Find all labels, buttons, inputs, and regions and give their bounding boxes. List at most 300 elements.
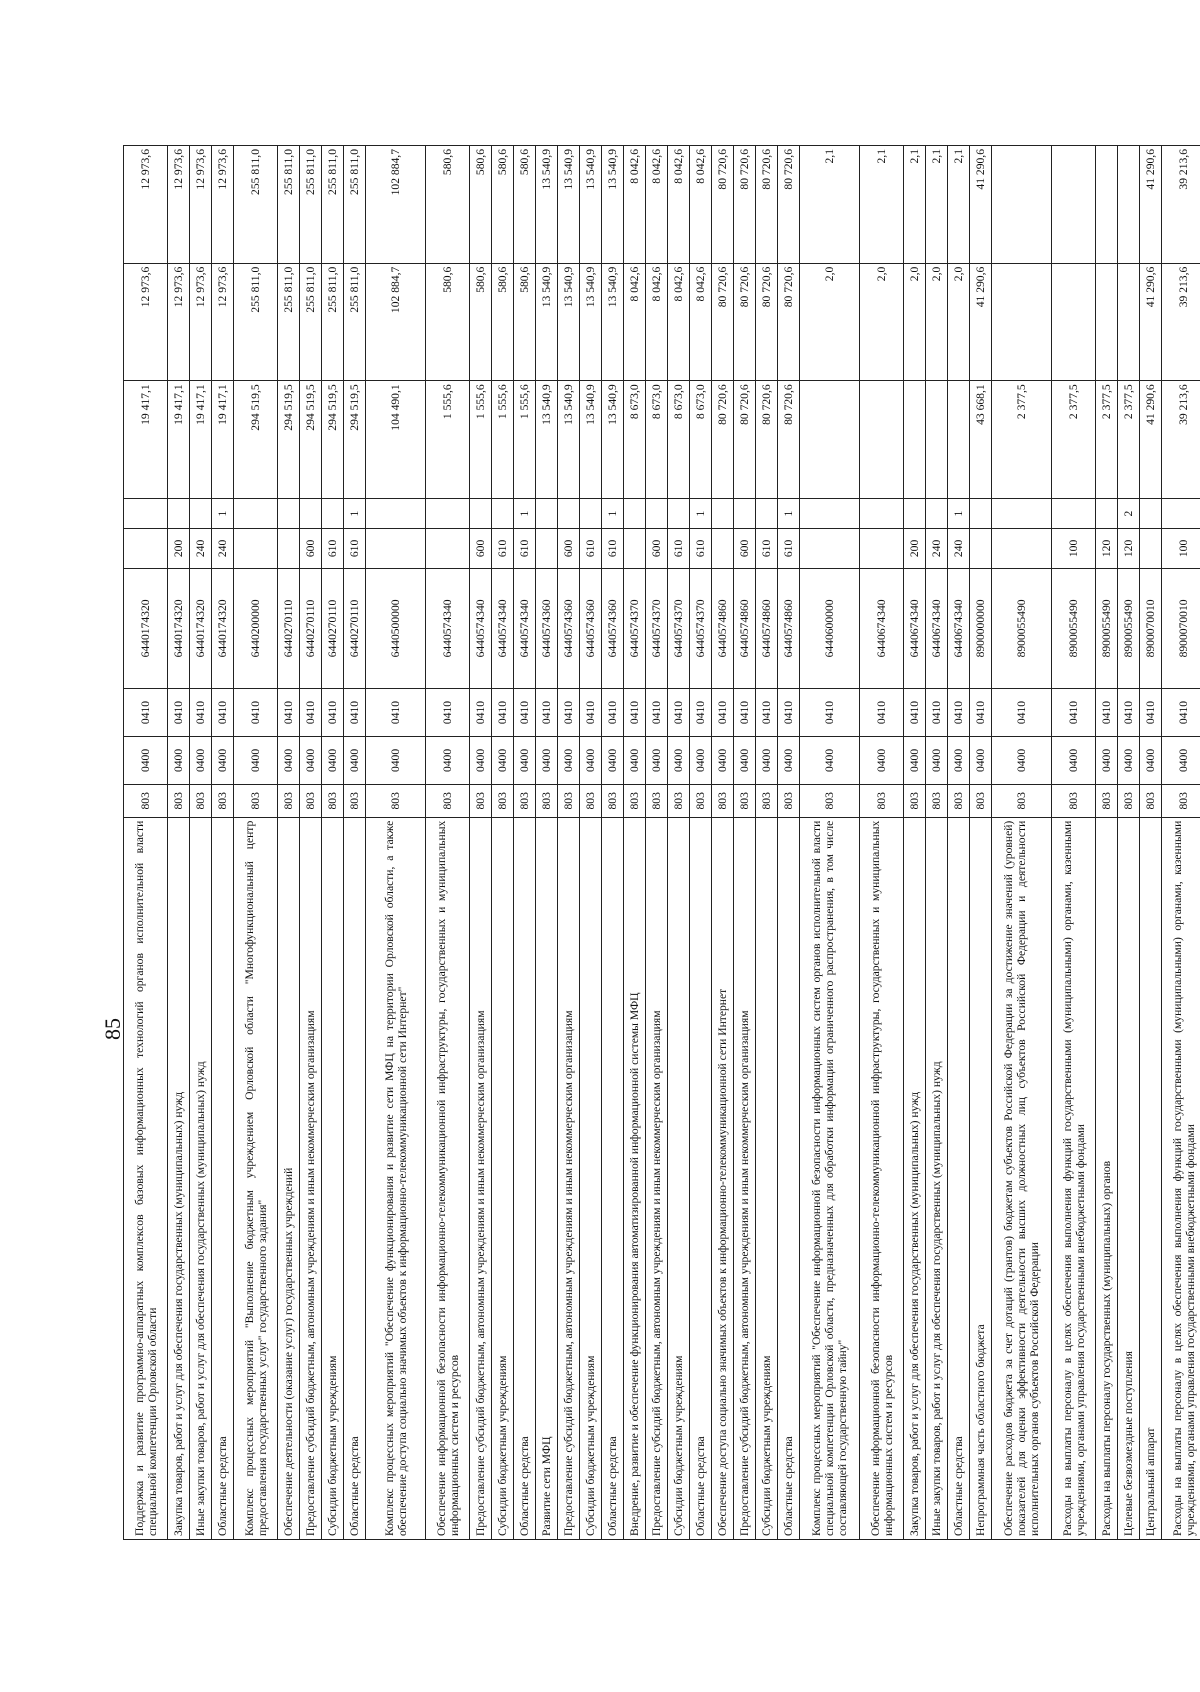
value-year-1: 1 555,6 xyxy=(426,381,470,499)
expense-type: 240 xyxy=(190,529,212,569)
value-year-1: 294 519,5 xyxy=(344,381,366,499)
value-year-2: 8 042,6 xyxy=(646,263,668,381)
expense-type: 610 xyxy=(492,529,514,569)
section-code: 0400 xyxy=(492,737,514,785)
value-year-1: 43 668,1 xyxy=(970,381,992,499)
target-article: 8900070010 xyxy=(1162,568,1200,688)
row-name: Субсидии бюджетным учреждениям xyxy=(580,817,602,1539)
expense-type: 120 xyxy=(1118,529,1140,569)
value-year-2: 2,0 xyxy=(926,263,948,381)
subsection-code: 0410 xyxy=(646,689,668,737)
expense-type: 600 xyxy=(734,529,756,569)
value-year-2: 580,6 xyxy=(426,263,470,381)
table-row xyxy=(366,146,426,1540)
target-article: 6440574860 xyxy=(778,568,800,688)
section-code: 0400 xyxy=(970,737,992,785)
expense-type xyxy=(1140,529,1162,569)
subsection-code: 0410 xyxy=(1140,689,1162,737)
value-year-1: 294 519,5 xyxy=(278,381,300,499)
value-year-3: 13 540,9 xyxy=(558,146,580,264)
funding-source xyxy=(904,498,926,528)
row-name: Комплекс процессных мероприятий "Выполнение бюджетным учреждением Орловской области "Многофункциональный центр предоставления государственных услуг" государственного задания" xyxy=(234,817,278,1539)
row-name: Обеспечение деятельности (оказание услуг) государственных учреждений xyxy=(278,817,300,1539)
section-code: 0400 xyxy=(926,737,948,785)
admin-code: 803 xyxy=(970,784,992,817)
table-row xyxy=(278,146,300,1540)
subsection-code: 0410 xyxy=(492,689,514,737)
section-code: 0400 xyxy=(712,737,734,785)
admin-code: 803 xyxy=(558,784,580,817)
admin-code: 803 xyxy=(1162,784,1200,817)
value-year-3: 580,6 xyxy=(514,146,536,264)
section-code: 0400 xyxy=(558,737,580,785)
value-year-3: 8 042,6 xyxy=(690,146,712,264)
section-code: 0400 xyxy=(948,737,970,785)
value-year-2: 255 811,0 xyxy=(278,263,300,381)
admin-code: 803 xyxy=(778,784,800,817)
expense-type: 610 xyxy=(602,529,624,569)
expense-type xyxy=(800,529,860,569)
value-year-3: 12 973,6 xyxy=(124,146,168,264)
subsection-code: 0410 xyxy=(926,689,948,737)
target-article: 6440574370 xyxy=(668,568,690,688)
expense-type: 610 xyxy=(668,529,690,569)
rotated-page xyxy=(123,145,1197,1540)
value-year-2: 255 811,0 xyxy=(322,263,344,381)
value-year-2 xyxy=(1118,263,1140,381)
funding-source xyxy=(926,498,948,528)
funding-source xyxy=(536,498,558,528)
admin-code: 803 xyxy=(904,784,926,817)
section-code: 0400 xyxy=(860,737,904,785)
admin-code: 803 xyxy=(212,784,234,817)
row-name: Областные средства xyxy=(690,817,712,1539)
subsection-code: 0410 xyxy=(1052,689,1096,737)
row-name: Закупка товаров, работ и услуг для обеспечения государственных (муниципальных) нужд xyxy=(168,817,190,1539)
value-year-2: 580,6 xyxy=(470,263,492,381)
row-name: Обеспечение расходов бюджета за счет дотаций (грантов) бюджетам субъектов Российской Федерации за достижение значений (уровней) показателей для оценки эффективности деятельности высших должностных лиц субъектов Российской Федерации и деятельности исполнительных органов субъектов Российской Федерации xyxy=(992,817,1052,1539)
value-year-2: 12 973,6 xyxy=(124,263,168,381)
subsection-code: 0410 xyxy=(426,689,470,737)
section-code: 0400 xyxy=(536,737,558,785)
table-row xyxy=(558,146,580,1540)
expense-type xyxy=(970,529,992,569)
subsection-code: 0410 xyxy=(668,689,690,737)
expense-type: 610 xyxy=(344,529,366,569)
expense-type: 610 xyxy=(580,529,602,569)
target-article: 6440574860 xyxy=(756,568,778,688)
value-year-1: 39 213,6 xyxy=(1162,381,1200,499)
value-year-1 xyxy=(904,381,926,499)
funding-source: 1 xyxy=(690,498,712,528)
section-code: 0400 xyxy=(212,737,234,785)
expense-type: 100 xyxy=(1162,529,1200,569)
target-article: 8900055490 xyxy=(1096,568,1118,688)
value-year-3: 41 290,6 xyxy=(970,146,992,264)
table-row xyxy=(646,146,668,1540)
row-name: Развитие сети МФЦ xyxy=(536,817,558,1539)
admin-code: 803 xyxy=(756,784,778,817)
value-year-2: 2,0 xyxy=(948,263,970,381)
subsection-code: 0410 xyxy=(558,689,580,737)
table-row xyxy=(778,146,800,1540)
section-code: 0400 xyxy=(514,737,536,785)
admin-code: 803 xyxy=(1140,784,1162,817)
row-name: Субсидии бюджетным учреждениям xyxy=(668,817,690,1539)
expense-type xyxy=(124,529,168,569)
table-row xyxy=(300,146,322,1540)
value-year-3: 2,1 xyxy=(948,146,970,264)
admin-code: 803 xyxy=(1052,784,1096,817)
value-year-2: 2,0 xyxy=(860,263,904,381)
value-year-2: 2,0 xyxy=(800,263,860,381)
funding-source: 2 xyxy=(1118,498,1140,528)
section-code: 0400 xyxy=(1118,737,1140,785)
table-row xyxy=(470,146,492,1540)
expense-type: 200 xyxy=(168,529,190,569)
section-code: 0400 xyxy=(756,737,778,785)
target-article: 8900055490 xyxy=(1052,568,1096,688)
value-year-3: 255 811,0 xyxy=(322,146,344,264)
target-article: 6440574360 xyxy=(558,568,580,688)
target-article: 6440574340 xyxy=(470,568,492,688)
target-article: 6440674340 xyxy=(860,568,904,688)
admin-code: 803 xyxy=(668,784,690,817)
row-name: Областные средства xyxy=(948,817,970,1539)
section-code: 0400 xyxy=(322,737,344,785)
expense-type: 600 xyxy=(646,529,668,569)
value-year-3: 13 540,9 xyxy=(536,146,558,264)
value-year-3: 41 290,6 xyxy=(1140,146,1162,264)
target-article: 6440574370 xyxy=(690,568,712,688)
section-code: 0400 xyxy=(300,737,322,785)
value-year-3: 8 042,6 xyxy=(668,146,690,264)
value-year-1: 1 555,6 xyxy=(514,381,536,499)
value-year-2: 102 884,7 xyxy=(366,263,426,381)
admin-code: 803 xyxy=(470,784,492,817)
table-row xyxy=(734,146,756,1540)
target-article: 6440574340 xyxy=(426,568,470,688)
target-article: 6440574360 xyxy=(602,568,624,688)
value-year-3 xyxy=(992,146,1052,264)
funding-source xyxy=(492,498,514,528)
subsection-code: 0410 xyxy=(470,689,492,737)
row-name: Субсидии бюджетным учреждениям xyxy=(322,817,344,1539)
admin-code: 803 xyxy=(234,784,278,817)
budget-table xyxy=(123,145,1200,1540)
funding-source xyxy=(756,498,778,528)
funding-source: 1 xyxy=(344,498,366,528)
value-year-1: 1 555,6 xyxy=(470,381,492,499)
row-name: Субсидии бюджетным учреждениям xyxy=(756,817,778,1539)
value-year-2 xyxy=(1096,263,1118,381)
value-year-2: 39 213,6 xyxy=(1162,263,1200,381)
funding-source: 1 xyxy=(602,498,624,528)
subsection-code: 0410 xyxy=(300,689,322,737)
value-year-2: 8 042,6 xyxy=(668,263,690,381)
subsection-code: 0410 xyxy=(190,689,212,737)
value-year-1: 13 540,9 xyxy=(602,381,624,499)
value-year-2 xyxy=(1052,263,1096,381)
table-row xyxy=(1118,146,1140,1540)
table-row xyxy=(602,146,624,1540)
funding-source: 1 xyxy=(514,498,536,528)
value-year-1: 41 290,6 xyxy=(1140,381,1162,499)
section-code: 0400 xyxy=(800,737,860,785)
value-year-1: 8 673,0 xyxy=(668,381,690,499)
section-code: 0400 xyxy=(668,737,690,785)
table-row xyxy=(690,146,712,1540)
value-year-1 xyxy=(800,381,860,499)
subsection-code: 0410 xyxy=(278,689,300,737)
target-article: 6440674340 xyxy=(904,568,926,688)
row-name: Обеспечение информационной безопасности информационно-телекоммуникационной инфраструктуры, государственных и муниципальных информационных систем и ресурсов xyxy=(860,817,904,1539)
row-name: Предоставление субсидий бюджетным, автономным учреждениям и иным некоммерческим организациям xyxy=(646,817,668,1539)
expense-type: 610 xyxy=(514,529,536,569)
funding-source xyxy=(1096,498,1118,528)
section-code: 0400 xyxy=(992,737,1052,785)
value-year-2: 255 811,0 xyxy=(344,263,366,381)
value-year-3: 2,1 xyxy=(800,146,860,264)
subsection-code: 0410 xyxy=(322,689,344,737)
value-year-2: 12 973,6 xyxy=(212,263,234,381)
funding-source xyxy=(970,498,992,528)
expense-type xyxy=(712,529,734,569)
admin-code: 803 xyxy=(800,784,860,817)
subsection-code: 0410 xyxy=(712,689,734,737)
section-code: 0400 xyxy=(344,737,366,785)
value-year-3: 13 540,9 xyxy=(580,146,602,264)
page-number: 85 xyxy=(100,1018,125,1040)
subsection-code: 0410 xyxy=(860,689,904,737)
expense-type: 240 xyxy=(926,529,948,569)
section-code: 0400 xyxy=(646,737,668,785)
subsection-code: 0410 xyxy=(514,689,536,737)
value-year-2: 255 811,0 xyxy=(300,263,322,381)
section-code: 0400 xyxy=(234,737,278,785)
target-article: 6440574370 xyxy=(646,568,668,688)
section-code: 0400 xyxy=(366,737,426,785)
expense-type xyxy=(278,529,300,569)
value-year-2: 13 540,9 xyxy=(536,263,558,381)
value-year-3: 12 973,6 xyxy=(190,146,212,264)
row-name: Расходы на выплаты персоналу в целях обеспечения выполнения функций государственными (муниципальными) органами, казенными учреждениями, органами управления государственными внебюджетными фондами xyxy=(1052,817,1096,1539)
value-year-3: 80 720,6 xyxy=(778,146,800,264)
subsection-code: 0410 xyxy=(536,689,558,737)
funding-source xyxy=(992,498,1052,528)
admin-code: 803 xyxy=(926,784,948,817)
expense-type: 120 xyxy=(1096,529,1118,569)
value-year-3: 580,6 xyxy=(426,146,470,264)
target-article: 6440674340 xyxy=(948,568,970,688)
admin-code: 803 xyxy=(646,784,668,817)
table-row xyxy=(1140,146,1162,1540)
target-article: 6440574340 xyxy=(514,568,536,688)
expense-type: 610 xyxy=(778,529,800,569)
value-year-1: 19 417,1 xyxy=(124,381,168,499)
target-article: 6440500000 xyxy=(366,568,426,688)
value-year-2: 80 720,6 xyxy=(712,263,734,381)
funding-source xyxy=(168,498,190,528)
row-name: Областные средства xyxy=(514,817,536,1539)
value-year-3: 102 884,7 xyxy=(366,146,426,264)
funding-source xyxy=(860,498,904,528)
admin-code: 803 xyxy=(1096,784,1118,817)
value-year-3 xyxy=(1096,146,1118,264)
target-article: 8900055490 xyxy=(1118,568,1140,688)
admin-code: 803 xyxy=(580,784,602,817)
row-name: Субсидии бюджетным учреждениям xyxy=(492,817,514,1539)
subsection-code: 0410 xyxy=(992,689,1052,737)
target-article: 6440174320 xyxy=(124,568,168,688)
subsection-code: 0410 xyxy=(624,689,646,737)
subsection-code: 0410 xyxy=(778,689,800,737)
table-row xyxy=(1052,146,1096,1540)
value-year-3: 255 811,0 xyxy=(278,146,300,264)
row-name: Внедрение, развитие и обеспечение функционирования автоматизированной информационной системы МФЦ xyxy=(624,817,646,1539)
value-year-2: 41 290,6 xyxy=(970,263,992,381)
expense-type xyxy=(624,529,646,569)
row-name: Комплекс процессных мероприятий "Обеспечение функционирования и развитие сети МФЦ на территории Орловской области, а также обеспечение доступа социально значимых объектов к информационно-телекоммуникационной сети Интернет" xyxy=(366,817,426,1539)
value-year-1: 294 519,5 xyxy=(322,381,344,499)
value-year-3: 8 042,6 xyxy=(624,146,646,264)
value-year-1: 19 417,1 xyxy=(190,381,212,499)
target-article: 6440574860 xyxy=(734,568,756,688)
admin-code: 803 xyxy=(690,784,712,817)
value-year-3: 39 213,6 xyxy=(1162,146,1200,264)
value-year-2: 80 720,6 xyxy=(756,263,778,381)
subsection-code: 0410 xyxy=(212,689,234,737)
admin-code: 803 xyxy=(712,784,734,817)
expense-type: 600 xyxy=(300,529,322,569)
admin-code: 803 xyxy=(426,784,470,817)
admin-code: 803 xyxy=(948,784,970,817)
subsection-code: 0410 xyxy=(168,689,190,737)
funding-source: 1 xyxy=(212,498,234,528)
table-row xyxy=(992,146,1052,1540)
subsection-code: 0410 xyxy=(124,689,168,737)
funding-source xyxy=(426,498,470,528)
row-name: Предоставление субсидий бюджетным, автономным учреждениям и иным некоммерческим организациям xyxy=(558,817,580,1539)
subsection-code: 0410 xyxy=(580,689,602,737)
target-article: 6440574360 xyxy=(536,568,558,688)
section-code: 0400 xyxy=(1096,737,1118,785)
expense-type xyxy=(860,529,904,569)
value-year-1: 2 377,5 xyxy=(992,381,1052,499)
admin-code: 803 xyxy=(124,784,168,817)
section-code: 0400 xyxy=(1140,737,1162,785)
row-name: Предоставление субсидий бюджетным, автономным учреждениям и иным некоммерческим организациям xyxy=(470,817,492,1539)
expense-type: 600 xyxy=(558,529,580,569)
value-year-2: 13 540,9 xyxy=(580,263,602,381)
admin-code: 803 xyxy=(734,784,756,817)
section-code: 0400 xyxy=(1162,737,1200,785)
funding-source xyxy=(580,498,602,528)
target-article: 8900000000 xyxy=(970,568,992,688)
value-year-1: 80 720,6 xyxy=(756,381,778,499)
funding-source xyxy=(1052,498,1096,528)
funding-source xyxy=(278,498,300,528)
value-year-3: 8 042,6 xyxy=(646,146,668,264)
table-row xyxy=(190,146,212,1540)
subsection-code: 0410 xyxy=(366,689,426,737)
row-name: Обеспечение информационной безопасности информационно-телекоммуникационной инфраструктуры, государственных и муниципальных информационных систем и ресурсов xyxy=(426,817,470,1539)
value-year-2: 12 973,6 xyxy=(190,263,212,381)
row-name: Областные средства xyxy=(344,817,366,1539)
value-year-2: 80 720,6 xyxy=(734,263,756,381)
value-year-1: 2 377,5 xyxy=(1096,381,1118,499)
admin-code: 803 xyxy=(168,784,190,817)
funding-source xyxy=(1140,498,1162,528)
target-article: 6440574360 xyxy=(580,568,602,688)
value-year-1: 294 519,5 xyxy=(300,381,322,499)
expense-type: 200 xyxy=(904,529,926,569)
subsection-code: 0410 xyxy=(234,689,278,737)
subsection-code: 0410 xyxy=(756,689,778,737)
target-article: 8900055490 xyxy=(992,568,1052,688)
funding-source xyxy=(234,498,278,528)
value-year-3 xyxy=(1118,146,1140,264)
table-row xyxy=(624,146,646,1540)
value-year-3 xyxy=(1052,146,1096,264)
value-year-2: 8 042,6 xyxy=(690,263,712,381)
funding-source xyxy=(124,498,168,528)
target-article: 6440174320 xyxy=(168,568,190,688)
table-row xyxy=(168,146,190,1540)
funding-source: 1 xyxy=(778,498,800,528)
value-year-2: 41 290,6 xyxy=(1140,263,1162,381)
value-year-1: 13 540,9 xyxy=(558,381,580,499)
value-year-3: 13 540,9 xyxy=(602,146,624,264)
value-year-3: 2,1 xyxy=(904,146,926,264)
section-code: 0400 xyxy=(904,737,926,785)
target-article: 6440574860 xyxy=(712,568,734,688)
funding-source: 1 xyxy=(948,498,970,528)
row-name: Закупка товаров, работ и услуг для обеспечения государственных (муниципальных) нужд xyxy=(904,817,926,1539)
target-article: 6440174320 xyxy=(212,568,234,688)
row-name: Расходы на выплаты персоналу в целях обеспечения выполнения функций государственными (муниципальными) органами, казенными учреждениями, органами управления государственными внебюджетными фондами xyxy=(1162,817,1200,1539)
table-row xyxy=(668,146,690,1540)
row-name: Целевые безвозмездные поступления xyxy=(1118,817,1140,1539)
value-year-3: 12 973,6 xyxy=(168,146,190,264)
funding-source xyxy=(366,498,426,528)
subsection-code: 0410 xyxy=(734,689,756,737)
admin-code: 803 xyxy=(860,784,904,817)
target-article: 6440174320 xyxy=(190,568,212,688)
expense-type: 240 xyxy=(212,529,234,569)
admin-code: 803 xyxy=(300,784,322,817)
target-article: 6440270110 xyxy=(322,568,344,688)
section-code: 0400 xyxy=(168,737,190,785)
table-row xyxy=(580,146,602,1540)
value-year-3: 580,6 xyxy=(492,146,514,264)
table-row xyxy=(948,146,970,1540)
value-year-3: 2,1 xyxy=(860,146,904,264)
target-article: 8900070010 xyxy=(1140,568,1162,688)
expense-type: 100 xyxy=(1052,529,1096,569)
admin-code: 803 xyxy=(602,784,624,817)
admin-code: 803 xyxy=(278,784,300,817)
value-year-2: 13 540,9 xyxy=(558,263,580,381)
subsection-code: 0410 xyxy=(1096,689,1118,737)
funding-source xyxy=(300,498,322,528)
admin-code: 803 xyxy=(536,784,558,817)
section-code: 0400 xyxy=(690,737,712,785)
admin-code: 803 xyxy=(492,784,514,817)
table-row xyxy=(860,146,904,1540)
table-row xyxy=(514,146,536,1540)
row-name: Областные средства xyxy=(212,817,234,1539)
